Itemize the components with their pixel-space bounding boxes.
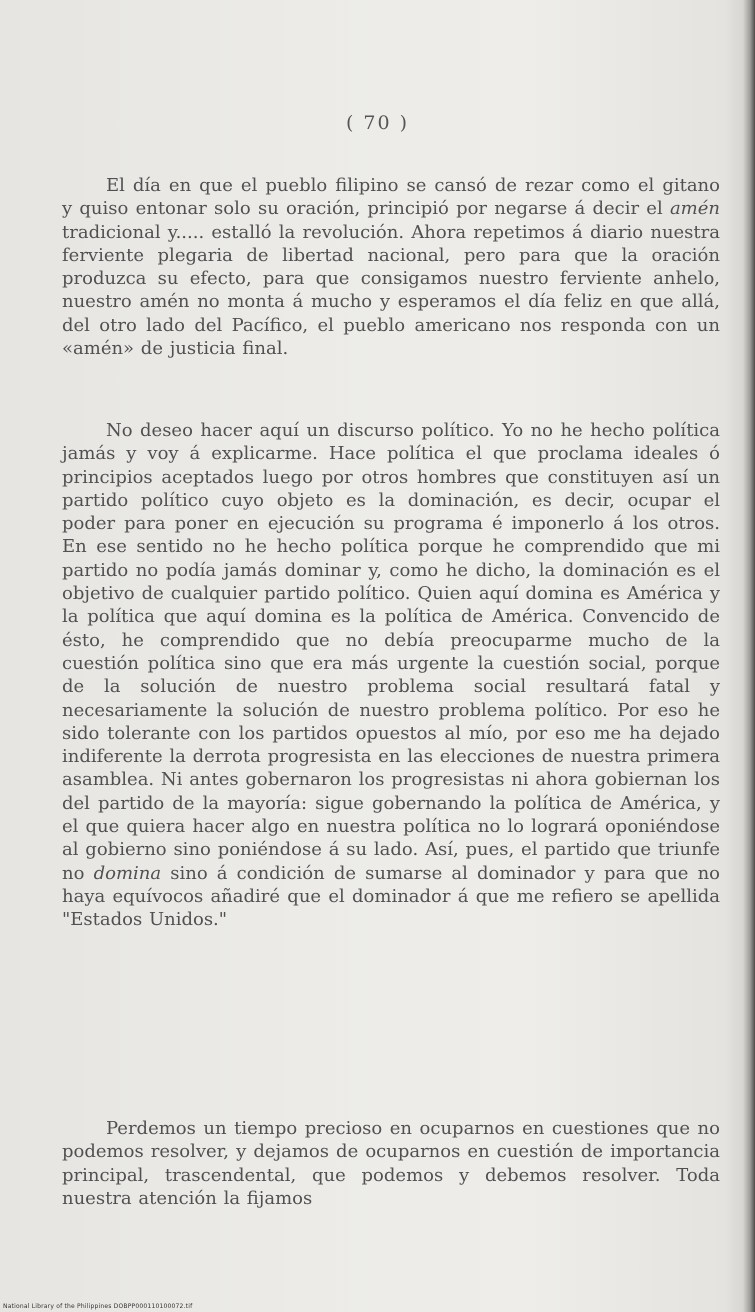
paragraph-1-text-after: tradicional y..... estalló la revolución. Ahora repetimos á diario nuestra ferviente plegaria de libertad nacional, pero para que la oración produzca su efecto, para que consigamos nuestro ferviente anhelo, nuestro amén no monta á mucho y esperamos el día feliz en que allá, del otro lado del Pacífico, el pueblo americano nos responda con un «amén» de justicia final. [62, 221, 720, 360]
paragraph-1 [62, 174, 720, 360]
paragraph-3 [62, 1117, 720, 1210]
paragraph-2-text-after: sino á condición de sumarse al dominador y para que no haya equívocos añadiré que el dominador á que me refiero se apellida "Estados Unidos." [62, 862, 721, 931]
paragraph-3-text-before: Perdemos un tiempo precioso en ocuparnos en cuestiones que no podemos resolver, y dejamos de ocuparnos en cuestión de importancia principal, trascendental, que podemos y debemos resolver. Toda nuestra atención la fijamos [62, 1118, 720, 1209]
paragraph-2-emphasis: domina [93, 862, 162, 884]
paragraph-1-emphasis: amén [669, 198, 720, 220]
page-number: ( 70 ) [345, 112, 410, 134]
book-spine-shadow [743, 0, 755, 1312]
paragraph-2-text-before: No deseo hacer aquí un discurso político. Yo no he hecho política jamás y voy á explicarme. Hace política el que proclama ideales ó principios aceptados luego por otros hombres que constituyen así un partido político cuyo objeto es la dominación, es decir, ocupar el poder para poner en ejecución su programa é imponerlo á los otros. En ese sentido no he hecho política porque he comprendido que mi partido no podía jamás dominar y, como he dicho, la dominación es el objetivo de cualquier partido político. Quien aquí domina es América y la política que aquí domina es la política de América. Convencido de ésto, he comprendido que no debía preocuparme mucho de la cuestión política sino que era más urgente la cuestión social, porque de la solución de nuestro problema social resultará fatal y necesariamente la solución de nuestro problema político. Por eso he sido tolerante con los partidos opuestos al mío, por eso me ha dejado indiferente la derrota progresista en las elecciones de nuestra primera asamblea. Ni antes gobernaron los progresistas ni ahora gobiernan los del partido de la mayoría: sigue gobernando la política de América, y el que quiera hacer algo en nuestra política no lo logrará oponiéndose al gobierno sino poniéndose á su lado. Así, pues, el partido que triunfe no [62, 420, 720, 884]
paragraph-2 [62, 419, 720, 932]
paragraph-1-text-before: El día en que el pueblo filipino se cansó de rezar como el gitano y quiso entonar solo su oración, principió por negarse á decir el [62, 175, 720, 220]
scan-footer-caption: National Library of the Philippines DOBPP000110100072.tif [3, 1303, 193, 1310]
